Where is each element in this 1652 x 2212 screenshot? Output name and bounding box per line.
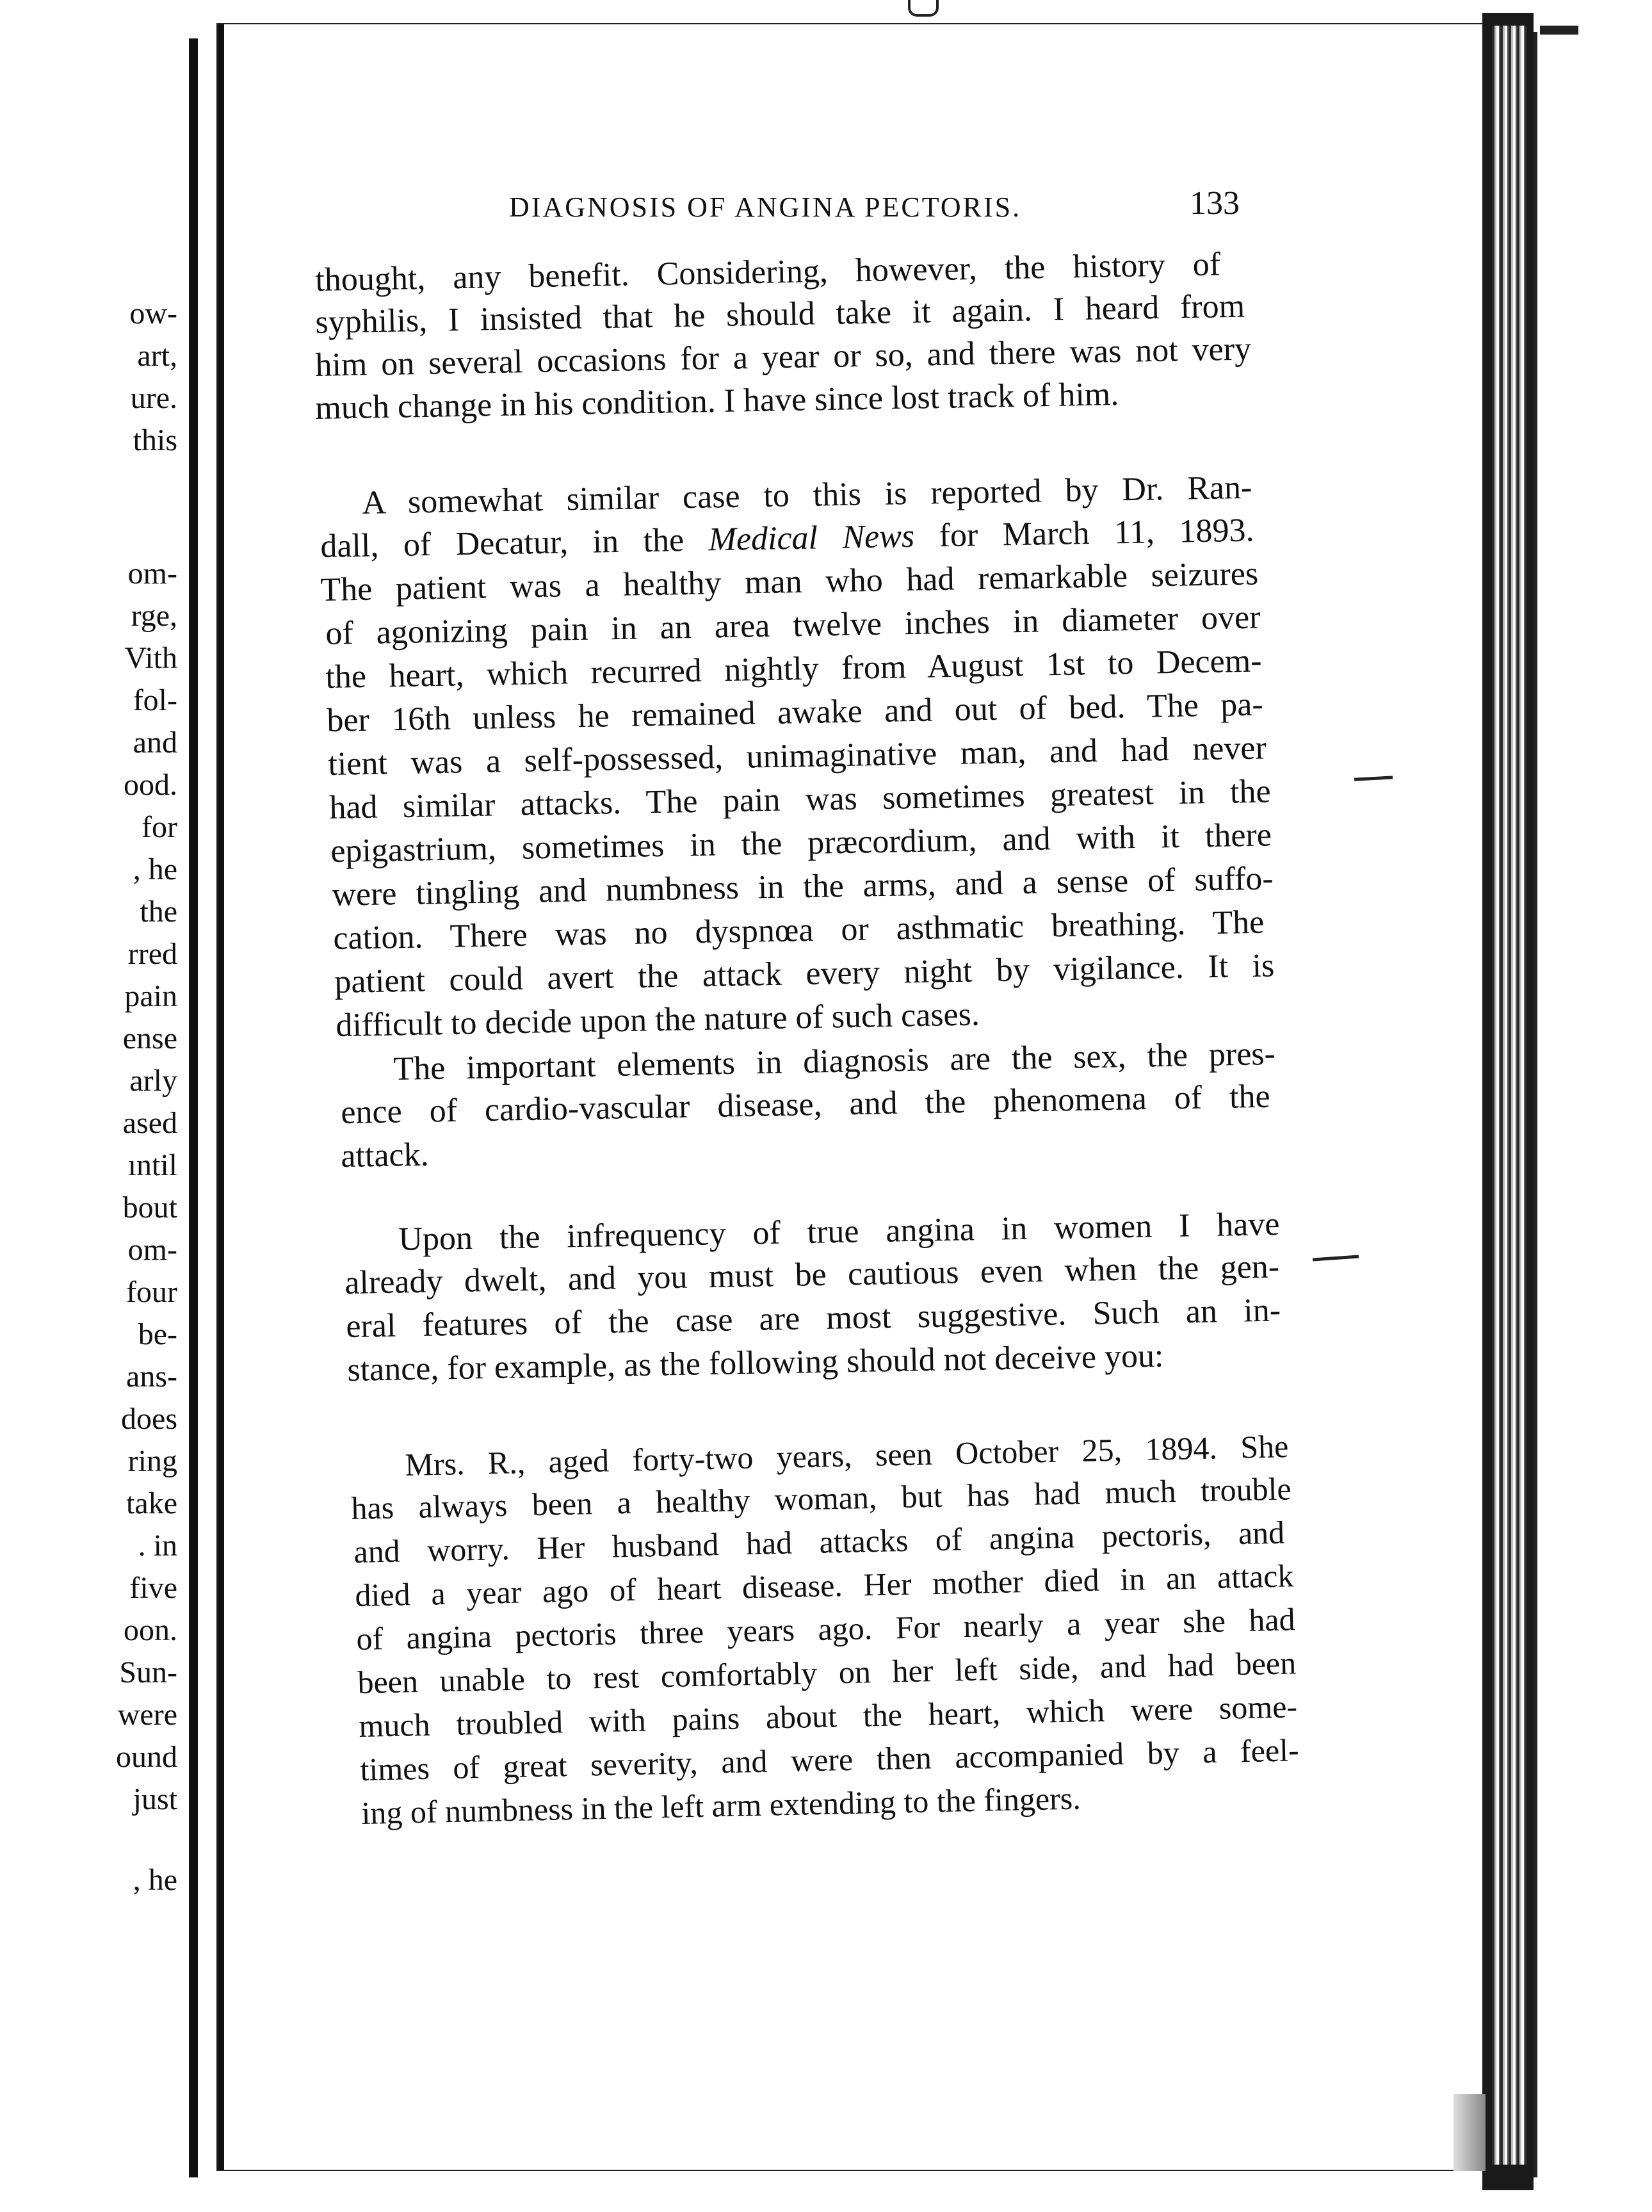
text-line: had similar attacks. The pain was sometimes greatest in the <box>328 773 1271 826</box>
text-line: has always been a healthy woman, but has had much trouble <box>350 1470 1292 1526</box>
text-line: of agonizing pain in an area twelve inches in diameter over <box>325 599 1261 652</box>
text-line: him on several occasions for a year or so, and there was not very <box>314 330 1252 384</box>
cover-edge <box>1534 32 1611 2177</box>
text-line: The patient was a healthy man who had remarkable seizures <box>320 555 1259 608</box>
left-page-fragment: oon. <box>124 1613 177 1647</box>
left-page-fragment: ased <box>122 1106 177 1140</box>
text-line: Upon the infrequency of true angina in women I have <box>398 1205 1280 1258</box>
cover-tab <box>1540 26 1578 35</box>
text-line: cation. There was no dyspnœa or asthmatic breathing. The <box>332 904 1265 957</box>
left-page-fragment: ow- <box>129 297 177 330</box>
text-line: attack. <box>340 1136 430 1175</box>
text-line: and worry. Her husband had attacks of angina pectoris, and <box>353 1514 1285 1570</box>
left-page-fragment: for <box>142 810 177 844</box>
left-page-fragment: rge, <box>131 599 177 633</box>
left-page-fragment: bout <box>122 1191 177 1224</box>
text-line: ber 16th unless he remained awake and out of bed. The pa- <box>326 686 1264 739</box>
text-line: tient was a self-possessed, unimaginative man, and had never <box>327 729 1267 783</box>
text-line: the heart, which recurred nightly from August 1st to Decem- <box>325 642 1262 695</box>
left-page-fragment: om- <box>127 1233 177 1267</box>
text-line: much troubled with pains about the heart, which were some- <box>358 1688 1298 1744</box>
text-line: syphilis, I insisted that he should take it again. I heard from <box>314 288 1245 341</box>
left-page-fragment: the <box>140 895 177 929</box>
left-page-fragment: were <box>117 1698 177 1732</box>
running-header: DIAGNOSIS OF ANGINA PECTORIS. <box>509 191 1022 223</box>
text-line: times of great severity, and were then accompanied by a feel- <box>359 1732 1300 1787</box>
left-page-fragment: , he <box>133 852 177 886</box>
left-page-fragment: , he <box>133 1863 177 1897</box>
page-number: 133 <box>1190 185 1240 222</box>
text-line: A somewhat similar case to this is reported by Dr. Ran- <box>361 469 1252 521</box>
text-line: dall, of Decatur, in the Medical News for March 11, 1893. <box>320 512 1254 565</box>
page-stack-edges <box>1492 26 1527 2165</box>
left-page-fragment: take <box>126 1486 177 1520</box>
text-line: much change in his condition. I have since lost track of him. <box>314 376 1119 427</box>
scan-right-margin <box>1534 0 1652 2212</box>
left-page-fragment: arly <box>129 1064 177 1098</box>
text-line: thought, any benefit. Considering, however, the history of <box>314 246 1221 298</box>
text-line: been unable to rest comfortably on her left side, and had been <box>357 1645 1297 1700</box>
left-page-fragment: five <box>129 1571 177 1605</box>
left-page-fragment: Vith <box>124 641 177 675</box>
text-line: ence of cardio-vascular disease, and the phenomena of the <box>340 1078 1271 1131</box>
left-page-fragment: ood. <box>124 768 177 802</box>
left-page-fragment: om- <box>127 557 177 590</box>
text-line: epigastrium, sometimes in the præcordium, and with it there <box>330 817 1272 870</box>
bottom-corner-shadow <box>1454 2094 1486 2171</box>
text-line: The important elements in diagnosis are the sex, the pres- <box>393 1035 1276 1087</box>
text-line: died a year ago of heart disease. Her mother died in an attack <box>354 1557 1294 1613</box>
text-line: eral features of the case are most suggestive. Such an in- <box>345 1292 1281 1345</box>
italic-title: Medical News <box>708 517 915 558</box>
left-page-fragment: just <box>133 1782 177 1816</box>
left-page-fragment: ense <box>122 1021 177 1055</box>
left-page-fragment: . in <box>138 1529 177 1563</box>
left-page-fragment: ans- <box>126 1360 177 1394</box>
left-page-fragment: ıntil <box>127 1148 177 1182</box>
left-page-fragment: does <box>121 1402 177 1436</box>
text-line: stance, for example, as the following should not deceive you: <box>346 1337 1164 1388</box>
text-line: of angina pectoris three years ago. For nearly a year she had <box>355 1601 1296 1657</box>
left-page-fragment: four <box>126 1275 177 1309</box>
left-page-fragment: ure. <box>130 381 177 415</box>
left-page-fragment: fol- <box>133 683 177 717</box>
left-page-fragment: Sun- <box>119 1655 177 1689</box>
left-page-fragment: rred <box>127 937 177 971</box>
text-line: already dwelt, and you must be cautious even when the gen- <box>344 1248 1280 1301</box>
left-page-fragment: and <box>133 726 177 760</box>
left-page-fragment: pain <box>124 979 177 1013</box>
text-line: patient could avert the attack every night by vigilance. It is <box>334 947 1275 1000</box>
left-page-fragment: ring <box>127 1444 177 1478</box>
left-page-fragment: ound <box>116 1740 177 1774</box>
text-line: ing of numbness in the left arm extending to the fingers. <box>360 1780 1081 1831</box>
left-page-fragment: art, <box>137 339 177 373</box>
left-page-fragment: be- <box>138 1317 177 1351</box>
left-page-fragment: this <box>133 423 177 457</box>
facing-page-left <box>0 38 198 2177</box>
binding-notch <box>908 0 939 17</box>
text-line: Mrs. R., aged forty-two years, seen October 25, 1894. She <box>404 1428 1289 1483</box>
text-line: difficult to decide upon the nature of such cases. <box>335 996 980 1044</box>
text-line: were tingling and numbness in the arms, and a sense of suffo- <box>331 860 1274 913</box>
